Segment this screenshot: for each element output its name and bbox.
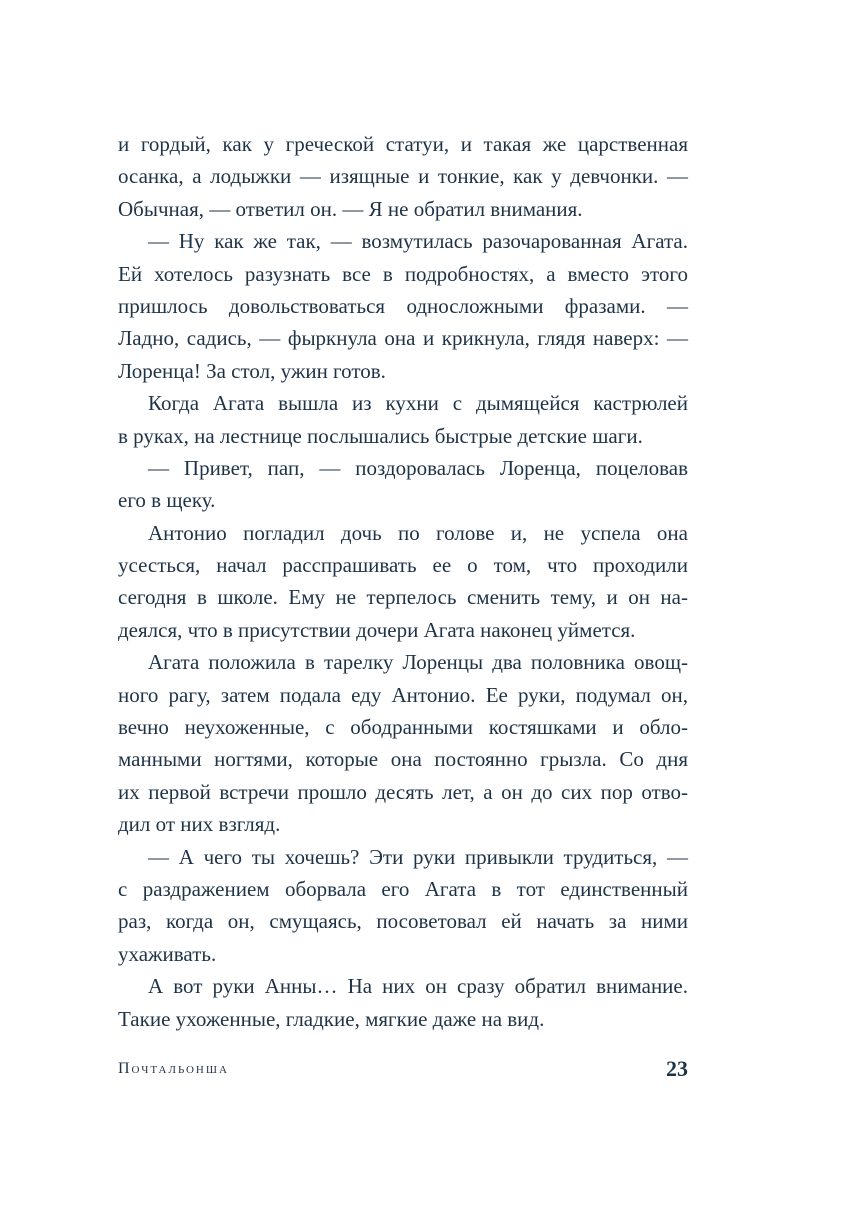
text-line: манными ногтями, которые она постоянно грызла. Со дня xyxy=(118,747,688,772)
text-line: пришлось довольствоваться односложными фразами. — xyxy=(118,293,688,318)
page-footer xyxy=(118,1056,688,1084)
text-line: раз, когда он, смущаясь, посоветовал ей начать за ними xyxy=(118,909,688,934)
text-line: Антонио погладил дочь по голове и, не успела она xyxy=(148,520,688,545)
text-line: их первой встречи прошло десять лет, а он до сих пор отво- xyxy=(118,779,688,804)
running-title: Почтальонша xyxy=(118,1060,229,1077)
text-line: усесться, начал расспрашивать ее о том, что проходили xyxy=(118,553,688,578)
text-line: Агата положила в тарелку Лоренцы два половника овощ- xyxy=(148,650,688,675)
text-line: — А чего ты хочешь? Эти руки привыкли трудиться, — xyxy=(148,844,688,869)
text-line: Обычная, — ответил он. — Я не обратил внимания. xyxy=(118,196,583,221)
text-line: — Привет, пап, — поздоровалась Лоренца, поцеловав xyxy=(148,455,688,480)
text-line: Ей хотелось разузнать все в подробностях, а вместо этого xyxy=(118,261,688,286)
text-line: А вот руки Анны… На них он сразу обратил внимание. xyxy=(148,974,688,999)
text-line: Лоренца! За стол, ужин готов. xyxy=(118,358,386,383)
text-line: осанка, а лодыжки — изящные и тонкие, как у девчонки. — xyxy=(118,164,688,189)
text-line: вечно неухоженные, с ободранными костяшками и обло- xyxy=(118,715,688,740)
text-line: Когда Агата вышла из кухни с дымящейся кастрюлей xyxy=(148,391,688,416)
text-line: сегодня в школе. Ему не терпелось сменить тему, и он на- xyxy=(118,585,688,610)
text-line: с раздражением оборвала его Агата в тот единственный xyxy=(118,876,688,901)
text-line: деялся, что в присутствии дочери Агата наконец уймется. xyxy=(118,617,636,642)
text-line: Ладно, садись, — фыркнула она и крикнула, глядя наверх: — xyxy=(118,326,688,351)
text-line: ного рагу, затем подала еду Антонио. Ее руки, подумал он, xyxy=(118,682,688,707)
body-text xyxy=(118,128,688,1035)
text-line: Такие ухоженные, гладкие, мягкие даже на вид. xyxy=(118,1006,545,1031)
text-line: в руках, на лестнице послышались быстрые детские шаги. xyxy=(118,423,643,448)
page-number: 23 xyxy=(666,1056,688,1081)
text-line: его в щеку. xyxy=(118,488,216,513)
text-line: и гордый, как у греческой статуи, и такая же царственная xyxy=(118,132,688,156)
text-line: дил от них взгляд. xyxy=(118,812,281,837)
text-line: — Ну как же так, — возмутилась разочарованная Агата. xyxy=(148,229,688,254)
text-line: ухаживать. xyxy=(118,941,217,966)
